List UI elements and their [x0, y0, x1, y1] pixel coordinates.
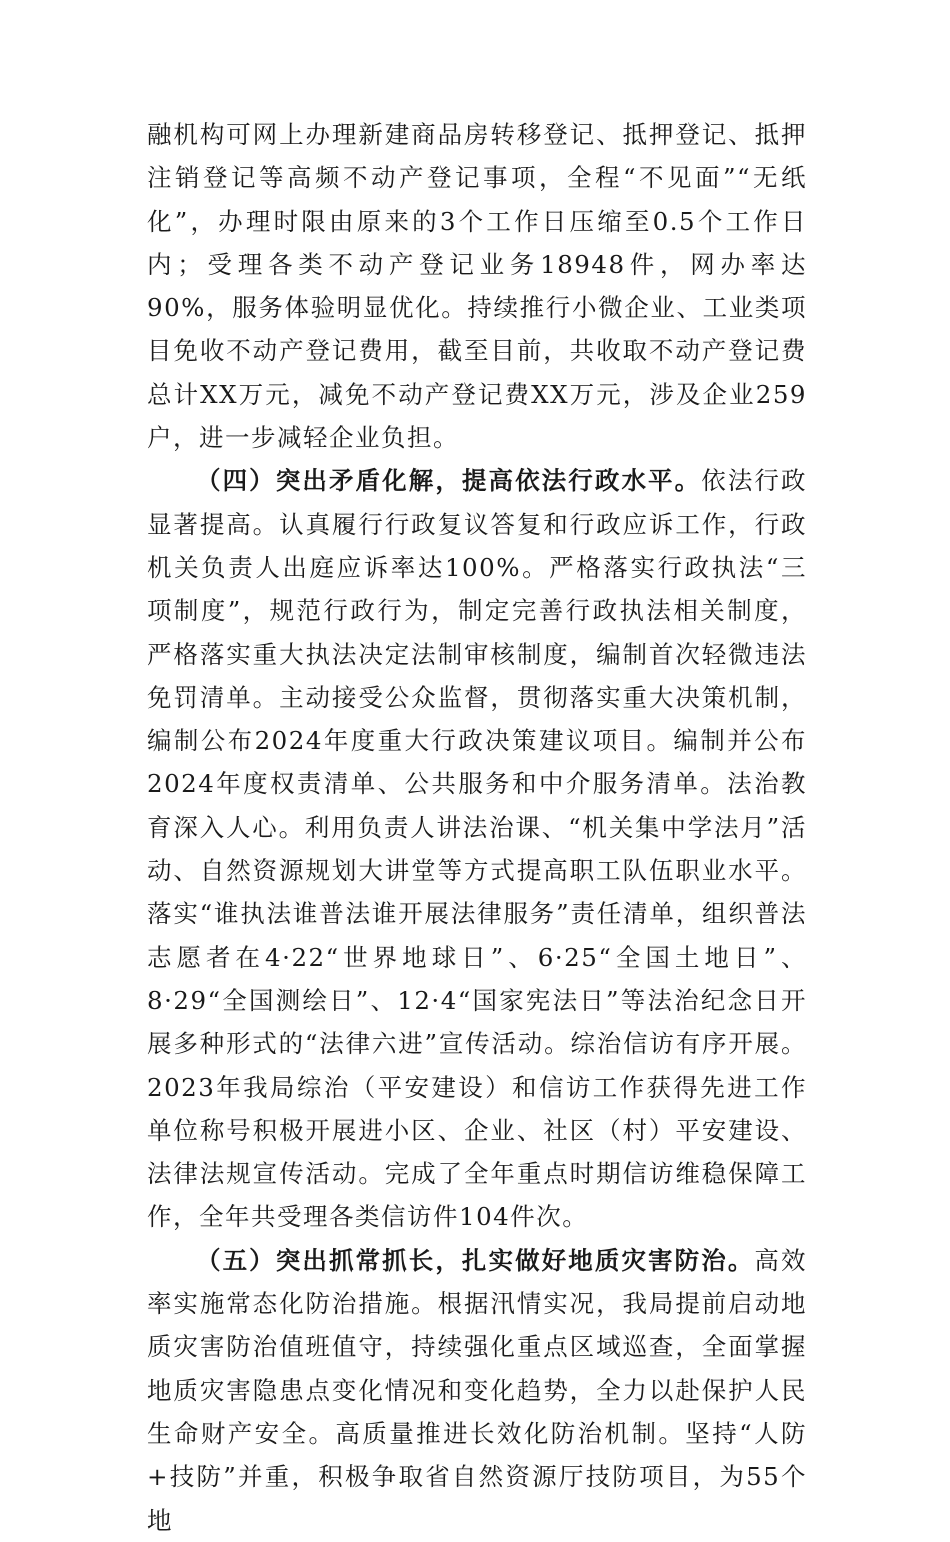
paragraph-section-four	[147, 459, 807, 1238]
paragraph-body-text: 融机构可网上办理新建商品房转移登记、抵押登记、抵押注销登记等高频不动产登记事项，全程“不见面”“无纸化”，办理时限由原来的3个工作日压缩至0.5个工作日内；受理各类不动产登记业务18948件，网办率达90%，服务体验明显优化。持续推行小微企业、工业类项目免收不动产登记费用，截至目前，共收取不动产登记费总计XX万元，减免不动产登记费XX万元，涉及企业259户，进一步减轻企业负担。	[147, 120, 807, 453]
paragraph-body-text: 依法行政显著提高。认真履行行政复议答复和行政应诉工作，行政机关负责人出庭应诉率达100%。严格落实行政执法“三项制度”，规范行政行为，制定完善行政执法相关制度，严格落实重大执法决定法制审核制度，编制首次轻微违法免罚清单。主动接受公众监督，贯彻落实重大决策机制，编制公布2024年度重大行政决策建议项目。编制并公布2024年度权责清单、公共服务和中介服务清单。法治教育深入人心。利用负责人讲法治课、“机关集中学法月”活动、自然资源规划大讲堂等方式提高职工队伍职业水平。落实“谁执法谁普法谁开展法律服务”责任清单，组织普法志愿者在4·22“世界地球日”、6·25“全国土地日”、8·29“全国测绘日”、12·4“国家宪法日”等法治纪念日开展多种形式的“法律六进”宣传活动。综治信访有序开展。2023年我局综治（平安建设）和信访工作获得先进工作单位称号积极开展进小区、企业、社区（村）平安建设、法律法规宣传活动。完成了全年重点时期信访维稳保障工作，全年共受理各类信访件104件次。	[147, 466, 808, 1232]
document-body	[147, 113, 807, 1542]
section-four-heading: （四）突出矛盾化解，提高依法行政水平。	[196, 466, 702, 496]
paragraph-section-five	[147, 1239, 807, 1542]
section-five-heading: （五）突出抓常抓长，扎实做好地质灾害防治。	[196, 1245, 755, 1275]
paragraph-registration-services	[147, 113, 807, 459]
paragraph-body-text: 高效率实施常态化防治措施。根据汛情实况，我局提前启动地质灾害防治值班值守，持续强化重点区域巡查，全面掌握地质灾害隐患点变化情况和变化趋势，全力以赴保护人民生命财产安全。高质量推进长效化防治机制。坚持“人防+技防”并重，积极争取省自然资源厅技防项目，为55个地	[147, 1245, 808, 1535]
